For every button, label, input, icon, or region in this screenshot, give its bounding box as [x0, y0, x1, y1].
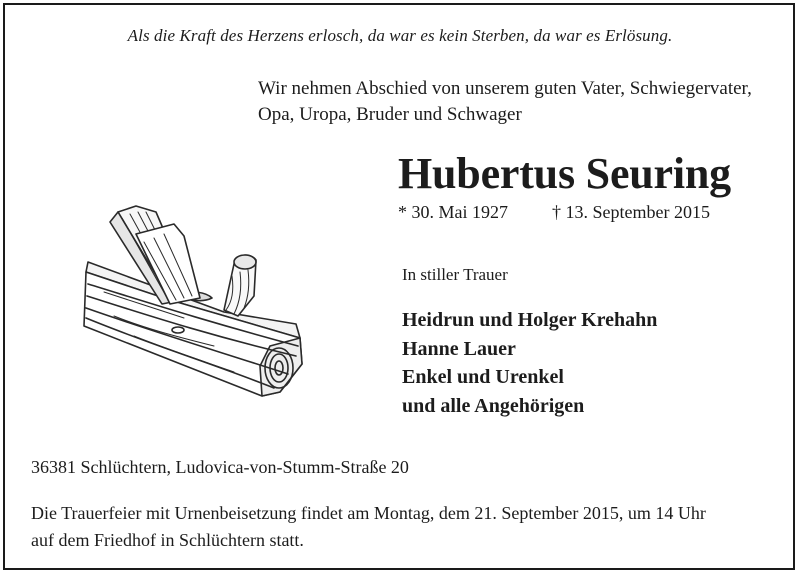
life-dates [398, 202, 710, 223]
mourner-entry: Enkel und Urenkel [402, 366, 564, 388]
mourner-entry: Heidrun und Holger Krehahn [402, 309, 658, 331]
family-address: 36381 Schlüchtern, Ludovica-von-Stumm-Straße 20 [31, 457, 409, 477]
intro-line-2: Opa, Uropa, Bruder und Schwager [258, 104, 522, 125]
birth-date: * 30. Mai 1927 [398, 202, 508, 222]
deceased-name: Hubertus Seuring [398, 149, 731, 198]
mourners-list [402, 306, 657, 420]
wood-plane-icon [74, 196, 314, 410]
mourner-entry: und alle Angehörigen [402, 394, 585, 417]
intro-line-1: Wir nehmen Abschied von unserem guten Vater, Schwiegervater, [258, 78, 752, 99]
intro-text [258, 76, 788, 128]
ceremony-info [31, 500, 781, 554]
motto-quote: Als die Kraft des Herzens erlosch, da war es kein Sterben, da war es Erlösung. [127, 26, 673, 45]
ceremony-line-2: auf dem Friedhof in Schlüchtern statt. [31, 530, 304, 550]
ceremony-line-1: Die Trauerfeier mit Urnenbeisetzung findet am Montag, dem 21. September 2015, um 14 Uhr [31, 503, 706, 523]
mourner-entry: Hanne Lauer [402, 337, 516, 360]
mourning-phrase: In stiller Trauer [402, 265, 508, 284]
death-date: † 13. September 2015 [552, 202, 710, 222]
